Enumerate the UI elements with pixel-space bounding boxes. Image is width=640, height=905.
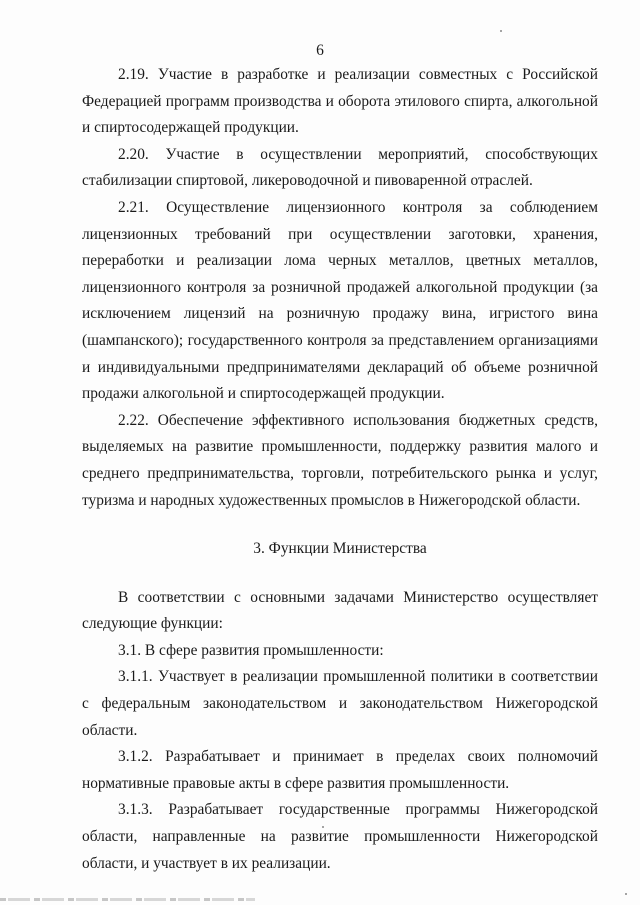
scan-speck — [500, 30, 502, 32]
paragraph-2-22: 2.22. Обеспечение эффективного использования бюджетных средств, выделяемых на развитие промышленности, поддержку развития малого и среднего предпринимательства, торговли, потребительского рынка и услуг, туризма и народных художественных промыслов в Нижегородской области. — [82, 411, 598, 509]
paragraph-2-20: 2.20. Участие в осуществлении мероприятий, способствующих стабилизации спиртовой, ликероводочной и пивоваренной отраслей. — [82, 145, 598, 190]
paragraph-3-1: 3.1. В сфере развития промышленности: — [118, 641, 384, 659]
scan-speck — [625, 893, 627, 895]
scan-edge-artifact — [0, 898, 255, 901]
document-body — [82, 62, 598, 877]
paragraph-functions-intro: В соответствии с основными задачами Министерство осуществляет следующие функции: — [82, 588, 598, 633]
paragraph-2-21: 2.21. Осуществление лицензионного контроля за соблюдением лицензионных требований при осуществлении заготовки, хранения, переработки и реализации лома черных металлов, цветных металлов, лицензионного контроля за розничной продажей алкогольной продукции (за исключением лицензий на розничную продажу вина, игристого вина (шампанского); государственного контроля за представлением организациями и индивидуальными предпринимателями деклараций об объеме розничной продажи алкогольной и спиртосодержащей продукции. — [82, 198, 598, 403]
paragraph-3-1-1: 3.1.1. Участвует в реализации промышленной политики в соответствии с федеральным законодательством и законодательством Нижегородской области. — [82, 668, 598, 739]
paragraph-2-19: 2.19. Участие в разработке и реализации совместных с Российской Федерацией программ производства и оборота этилового спирта, алкогольной и спиртосодержащей продукции. — [82, 66, 598, 137]
paragraph-3-1-3: 3.1.3. Разрабатывает государственные программы Нижегородской области, направленные на развитие промышленности Нижегородской области, и участвует в их реализации. — [82, 801, 598, 872]
scan-speck — [322, 826, 324, 828]
page-number: 6 — [316, 42, 324, 59]
section-heading: 3. Функции Министерства — [253, 540, 427, 558]
paragraph-3-1-2: 3.1.2. Разрабатывает и принимает в пределах своих полномочий нормативные правовые акты в сфере развития промышленности. — [82, 748, 598, 792]
